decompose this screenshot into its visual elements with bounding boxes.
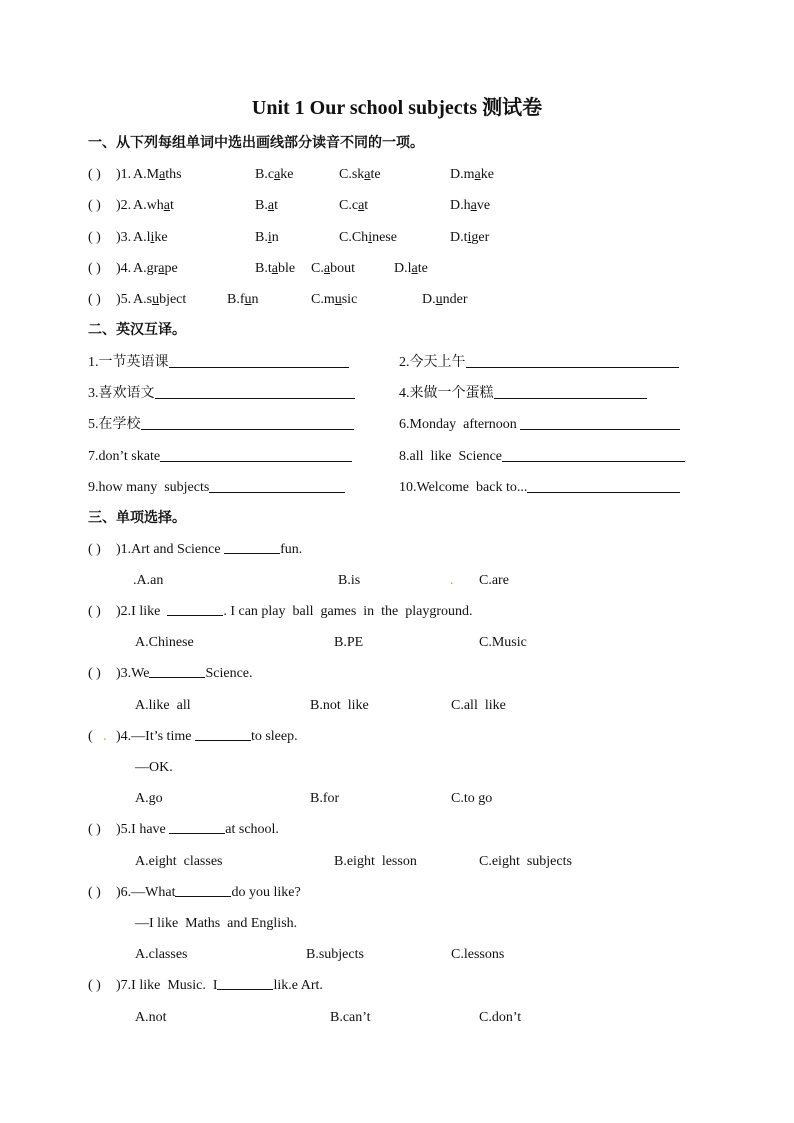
reply-text: —I like Maths and English.	[135, 916, 298, 931]
question-text: )2.I like . I can play ball games in the playground.	[116, 601, 473, 623]
phonics-question-4	[88, 258, 728, 280]
underlined-letters: a	[411, 261, 418, 276]
option-d: D.make	[450, 167, 494, 182]
option-b: B.not like	[310, 698, 369, 713]
underlined-letters: a	[364, 167, 371, 182]
underlined-letters: a	[158, 261, 165, 276]
question-6	[88, 882, 728, 904]
reply-text: —OK.	[135, 760, 173, 775]
answer-blank[interactable]	[169, 819, 225, 834]
translation-row-1	[88, 351, 708, 373]
option-a: A.subject	[133, 292, 187, 307]
question-5	[88, 819, 728, 841]
answer-blank[interactable]	[195, 726, 251, 741]
translation-item: 9.how many subjects	[88, 476, 345, 499]
option-c: C.skate	[339, 167, 381, 182]
option-b: B.subjects	[306, 947, 364, 962]
translation-row-4	[88, 445, 708, 467]
section-heading-2: 二、英汉互译。	[88, 322, 186, 338]
underlined-letters: a	[274, 167, 281, 182]
question-number: )1.	[116, 167, 132, 182]
underlined-letters: i	[368, 230, 373, 245]
translation-item: 8.all like Science	[399, 445, 685, 468]
option-c: C.cat	[339, 198, 369, 213]
underlined-letters: i	[467, 230, 472, 245]
option-c: C.don’t	[479, 1010, 522, 1025]
option-c: C.about	[311, 261, 355, 276]
phonics-question-3	[88, 227, 728, 249]
option-a: A.not	[135, 1010, 167, 1025]
option-b: B.in	[255, 230, 279, 245]
answer-line[interactable]	[209, 476, 345, 493]
phonics-question-2	[88, 195, 728, 217]
answer-blank[interactable]	[175, 882, 231, 897]
option-d: D.tiger	[450, 230, 490, 245]
answer-line[interactable]	[169, 351, 349, 368]
answer-paren[interactable]: ( )	[88, 822, 101, 837]
question-text: )6.—What do you like?	[116, 882, 301, 904]
translation-item: 1.一节英语课	[88, 351, 349, 374]
answer-paren[interactable]: ( )	[88, 885, 101, 900]
translation-row-5	[88, 476, 708, 498]
answer-line[interactable]	[527, 476, 680, 493]
option-a: A.what	[133, 198, 174, 213]
answer-paren[interactable]: ( )	[88, 666, 101, 681]
question-2	[88, 601, 728, 623]
underlined-letters: u	[435, 292, 443, 307]
options-2	[88, 632, 728, 654]
translation-row-2	[88, 382, 708, 404]
question-number: )4.	[116, 261, 132, 276]
answer-blank[interactable]	[149, 663, 205, 678]
translation-item: 2.今天上午	[399, 351, 679, 374]
underlined-letters: a	[163, 198, 170, 213]
option-c: C.are	[479, 573, 509, 588]
option-a: A.Chinese	[135, 635, 194, 650]
underlined-letters: i	[267, 230, 272, 245]
options-6	[88, 944, 728, 966]
stray-dot: .	[450, 573, 454, 588]
option-d: D.late	[394, 261, 428, 276]
translation-item: 4.来做一个蛋糕	[399, 382, 647, 405]
question-3	[88, 663, 728, 685]
option-a: A.classes	[135, 947, 188, 962]
option-a: A.grape	[133, 261, 178, 276]
option-c: C.all like	[451, 698, 506, 713]
option-b: B.at	[255, 198, 278, 213]
answer-paren[interactable]: ( .	[88, 729, 107, 744]
answer-line[interactable]	[155, 382, 355, 399]
option-a: A.eight classes	[135, 854, 223, 869]
answer-paren[interactable]: ( )	[88, 167, 101, 182]
question-number: )2.	[116, 198, 132, 213]
option-c: C.music	[311, 292, 358, 307]
answer-paren[interactable]: ( )	[88, 292, 101, 307]
translation-item: 6.Monday afternoon	[399, 413, 680, 436]
answer-paren[interactable]: ( )	[88, 230, 101, 245]
options-4	[88, 788, 728, 810]
option-a: A.go	[135, 791, 163, 806]
underlined-letters: a	[474, 167, 481, 182]
question-1	[88, 539, 728, 561]
option-b: B.can’t	[330, 1010, 371, 1025]
page-title: Unit 1 Our school subjects 测试卷	[251, 97, 543, 119]
option-d: D.under	[422, 292, 468, 307]
answer-line[interactable]	[502, 445, 685, 462]
phonics-question-5	[88, 289, 728, 311]
question-text: )7.I like Music. I lik.e Art.	[116, 975, 323, 997]
question-text: )4.—It’s time to sleep.	[116, 726, 298, 748]
answer-line[interactable]	[160, 445, 352, 462]
answer-paren[interactable]: ( )	[88, 261, 101, 276]
option-a: A.like	[133, 230, 168, 245]
answer-paren[interactable]: ( )	[88, 542, 101, 557]
answer-line[interactable]	[466, 351, 679, 368]
answer-blank[interactable]	[224, 539, 280, 554]
option-d: D.have	[450, 198, 491, 213]
option-a: A.like all	[135, 698, 191, 713]
options-7	[88, 1007, 728, 1029]
translation-item: 7.don’t skate	[88, 445, 352, 468]
underlined-letters: i	[150, 230, 155, 245]
answer-paren[interactable]: ( )	[88, 978, 101, 993]
underlined-letters: a	[159, 167, 166, 182]
question-7	[88, 975, 728, 997]
translation-item: 3.喜欢语文	[88, 382, 355, 405]
option-b: B.cake	[255, 167, 294, 182]
option-a: A.Maths	[133, 167, 182, 182]
question-text: )1.Art and Science fun.	[116, 539, 302, 561]
options-5	[88, 851, 728, 873]
question-number: )3.	[116, 230, 132, 245]
phonics-question-1	[88, 164, 728, 186]
answer-line[interactable]	[494, 382, 647, 399]
question-4	[88, 726, 728, 748]
option-c: C.Chinese	[339, 230, 397, 245]
answer-paren[interactable]: ( )	[88, 198, 101, 213]
underlined-letters: u	[152, 292, 160, 307]
reply-4	[88, 757, 728, 779]
options-3	[88, 695, 728, 717]
option-b: B.fun	[227, 292, 259, 307]
underlined-letters: u	[244, 292, 252, 307]
translation-row-3	[88, 413, 708, 435]
option-c: C.Music	[479, 635, 527, 650]
answer-paren[interactable]: ( )	[88, 604, 101, 619]
reply-6	[88, 913, 728, 935]
underlined-letters: a	[470, 198, 477, 213]
option-a: .A.an	[133, 573, 164, 588]
underlined-letters: a	[323, 261, 331, 276]
option-b: B.table	[255, 261, 296, 276]
answer-blank[interactable]	[217, 975, 273, 990]
answer-blank[interactable]	[167, 601, 223, 616]
underlined-letters: u	[334, 292, 342, 307]
option-c: C.lessons	[451, 947, 505, 962]
translation-item: 10.Welcome back to...	[399, 476, 680, 499]
question-number: )5.	[116, 292, 132, 307]
question-text: )5.I have at school.	[116, 819, 279, 841]
underlined-letters: a	[271, 261, 278, 276]
answer-line[interactable]	[141, 413, 354, 430]
option-b: B.for	[310, 791, 340, 806]
section-heading-3: 三、单项选择。	[88, 510, 186, 526]
option-b: B.eight lesson	[334, 854, 417, 869]
options-1	[88, 570, 728, 592]
option-c: C.to go	[451, 791, 493, 806]
option-b: B.is	[338, 573, 361, 588]
underlined-letters: a	[267, 198, 275, 213]
answer-line[interactable]	[520, 413, 680, 430]
question-text: )3.We Science.	[116, 663, 253, 685]
option-b: B.PE	[334, 635, 364, 650]
section-heading-1: 一、从下列每组单词中选出画线部分读音不同的一项。	[88, 135, 424, 151]
option-c: C.eight subjects	[479, 854, 572, 869]
underlined-letters: a	[358, 198, 365, 213]
translation-item: 5.在学校	[88, 413, 354, 436]
